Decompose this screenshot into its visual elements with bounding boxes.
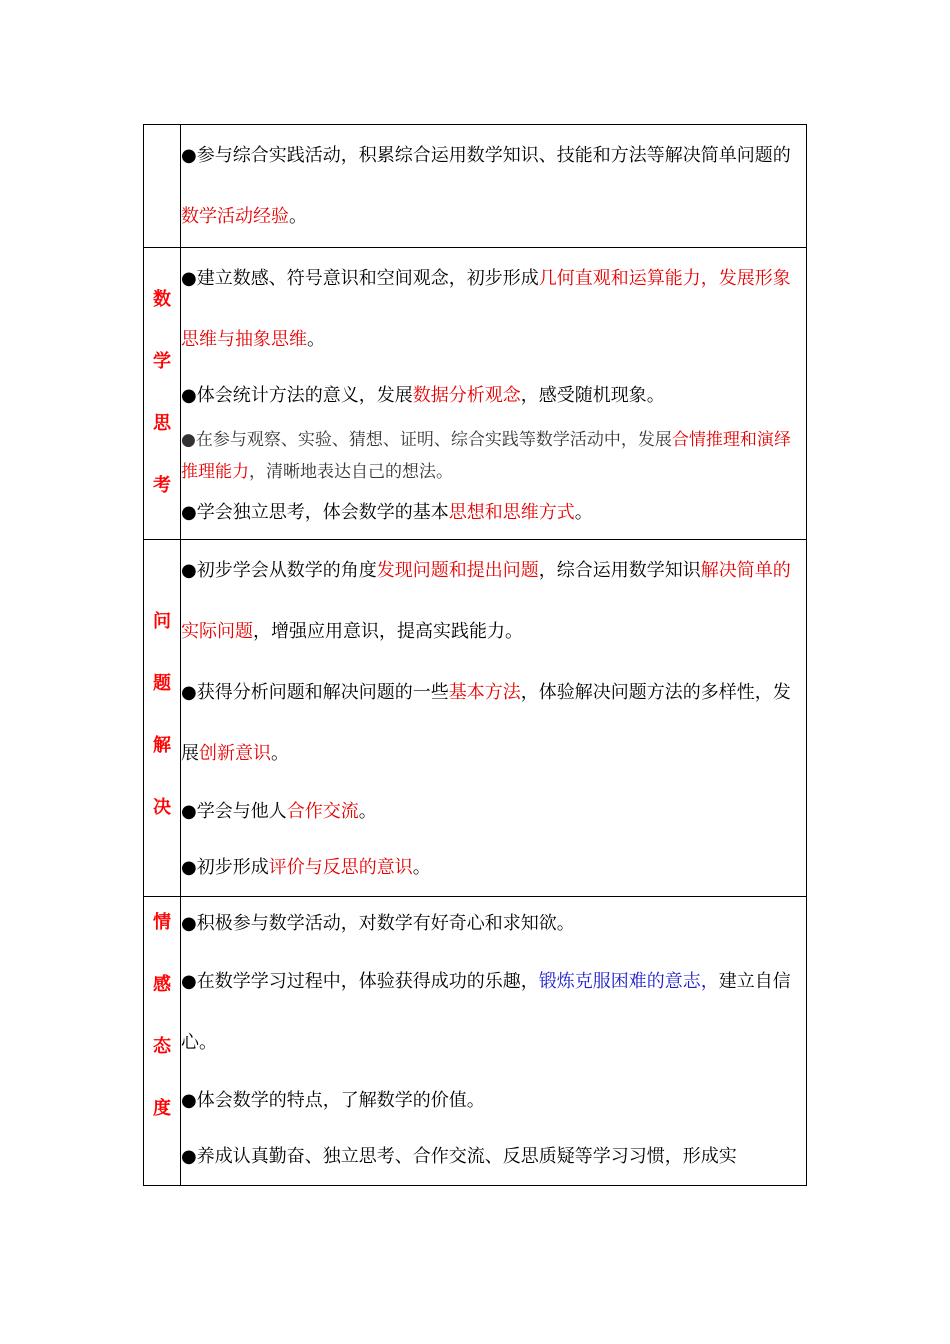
row-content [181,540,807,897]
list-item: ●在数学学习过程中，体验获得成功的乐趣，锻炼克服困难的意志，建立自信心。 [181,971,791,1053]
table-row [144,897,807,1186]
row-label-empty [144,125,181,248]
table-row [144,540,807,897]
list-item: ●在参与观察、实验、猜想、证明、综合实践等数学活动中，发展合情推理和演绎推理能力，清晰地表达自己的想法。 [181,430,791,482]
row-content [181,125,807,248]
row-label-problem-solving: 问 题 解 决 [144,540,181,897]
list-item: ●学会独立思考，体会数学的基本思想和思维方式。 [181,502,593,523]
list-item: ●积极参与数学活动，对数学有好奇心和求知欲。 [181,913,575,934]
list-item: ●体会数学的特点，了解数学的价值。 [181,1090,485,1111]
row-content [181,248,807,540]
list-item: ●养成认真勤奋、独立思考、合作交流、反思质疑等学习习惯，形成实 [181,1146,737,1167]
list-item: ●初步形成评价与反思的意识。 [181,857,431,878]
list-item: ●建立数感、符号意识和空间观念，初步形成几何直观和运算能力，发展形象思维与抽象思维。 [181,268,791,350]
table-row [144,248,807,540]
objectives-table [143,124,807,1186]
row-label-math-thinking: 数 学 思 考 [144,248,181,540]
list-item: ●参与综合实践活动，积累综合运用数学知识、技能和方法等解决简单问题的数学活动经验。 [181,145,791,227]
table-row [144,125,807,248]
list-item: ●初步学会从数学的角度发现问题和提出问题，综合运用数学知识解决简单的实际问题，增强应用意识，提高实践能力。 [181,560,791,642]
row-content [181,897,807,1186]
list-item: ●体会统计方法的意义，发展数据分析观念，感受随机现象。 [181,385,665,406]
list-item: ●学会与他人合作交流。 [181,801,377,822]
row-label-attitude: 情 感 态 度 [144,897,181,1186]
list-item: ●获得分析问题和解决问题的一些基本方法，体验解决问题方法的多样性，发展创新意识。 [181,682,791,764]
